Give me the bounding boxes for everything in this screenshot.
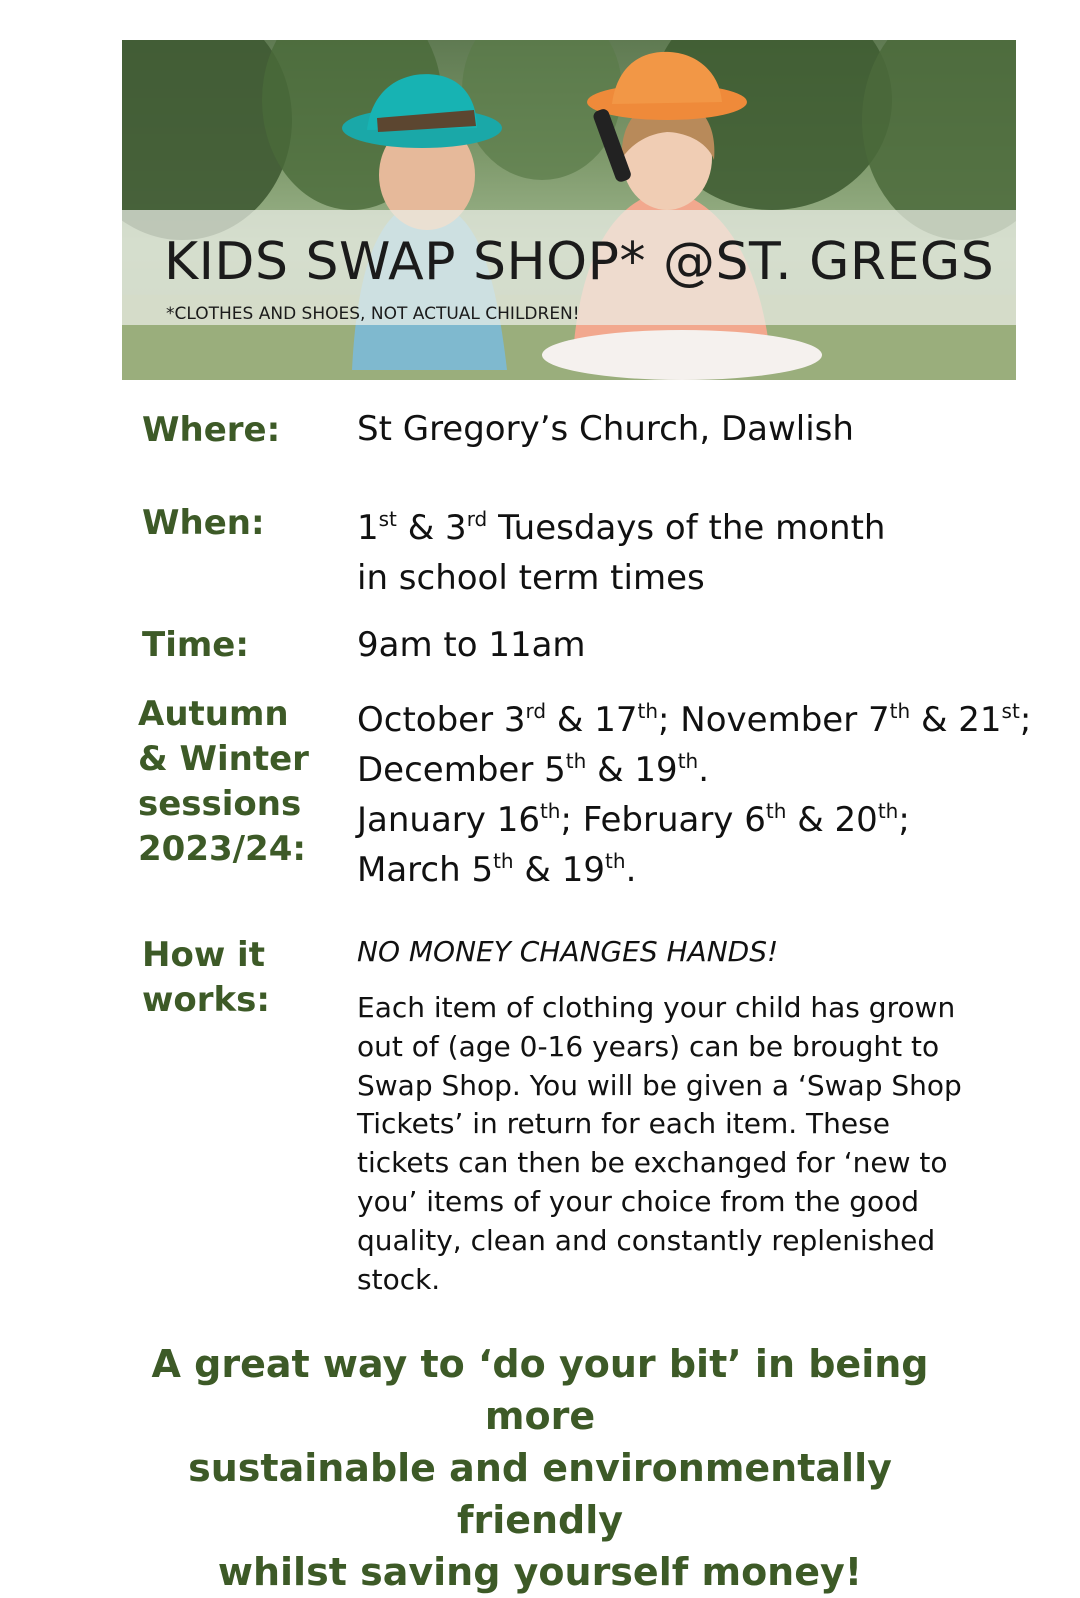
date-suffix: th bbox=[565, 749, 587, 773]
when-day-1: 1 bbox=[357, 508, 379, 548]
sessions-label-line: Autumn bbox=[138, 694, 289, 734]
date-text: March 5 bbox=[357, 850, 494, 890]
sessions-line bbox=[357, 845, 1031, 895]
when-value-line2: in school term times bbox=[357, 558, 705, 598]
how-body-line: Swap Shop. You will be given a ‘Swap Shop bbox=[357, 1068, 962, 1102]
date-text: & 17 bbox=[546, 700, 638, 740]
sessions-label-line: sessions bbox=[138, 784, 302, 824]
date-suffix: th bbox=[765, 799, 787, 823]
date-text: ; bbox=[1019, 700, 1032, 740]
banner-image bbox=[122, 40, 1016, 380]
time-value: 9am to 11am bbox=[357, 625, 586, 665]
date-text: & 19 bbox=[586, 750, 678, 790]
sessions-label-line: 2023/24: bbox=[138, 829, 306, 869]
how-body-line: tickets can then be exchanged for ‘new to bbox=[357, 1146, 948, 1180]
how-body-line: quality, clean and constantly replenished bbox=[357, 1223, 936, 1257]
date-suffix: th bbox=[889, 699, 911, 723]
date-text: . bbox=[625, 850, 637, 890]
how-body-line: out of (age 0-16 years) can be brought to bbox=[357, 1029, 940, 1063]
sessions-dates bbox=[357, 695, 1031, 895]
how-heading: NO MONEY CHANGES HANDS! bbox=[357, 935, 779, 968]
when-rest: Tuesdays of the month bbox=[487, 508, 886, 548]
date-text: ; November 7 bbox=[658, 700, 890, 740]
date-text: & 20 bbox=[786, 800, 878, 840]
date-text: ; February 6 bbox=[560, 800, 766, 840]
banner-title: KIDS SWAP SHOP* @ST. GREGS bbox=[164, 232, 995, 292]
when-day-2: 3 bbox=[445, 508, 467, 548]
sessions-label-line: & Winter bbox=[138, 739, 309, 779]
when-amp: & bbox=[396, 508, 446, 548]
when-value-line1 bbox=[357, 503, 885, 553]
how-body-line: stock. bbox=[357, 1262, 441, 1296]
date-text: December 5 bbox=[357, 750, 566, 790]
time-label: Time: bbox=[142, 625, 249, 665]
sessions-line bbox=[357, 695, 1031, 745]
how-label bbox=[142, 933, 270, 1023]
how-body-line: Tickets’ in return for each item. These bbox=[357, 1107, 890, 1141]
date-text: & 21 bbox=[910, 700, 1002, 740]
date-text: October 3 bbox=[357, 700, 526, 740]
closing-line: whilst saving yourself money! bbox=[217, 1550, 863, 1594]
date-text: . bbox=[698, 750, 710, 790]
when-label: When: bbox=[142, 503, 265, 543]
date-suffix: th bbox=[605, 849, 626, 873]
how-label-line: works: bbox=[142, 980, 270, 1020]
date-suffix: th bbox=[677, 749, 699, 773]
date-suffix: th bbox=[637, 699, 659, 723]
how-body bbox=[357, 989, 997, 1299]
when-suffix-2: rd bbox=[466, 507, 488, 531]
sessions-label bbox=[138, 692, 309, 872]
closing-message bbox=[100, 1338, 980, 1598]
banner-subtitle: *CLOTHES AND SHOES, NOT ACTUAL CHILDREN! bbox=[166, 304, 580, 324]
where-value: St Gregory’s Church, Dawlish bbox=[357, 409, 854, 449]
how-label-line: How it bbox=[142, 935, 265, 975]
closing-line: A great way to ‘do your bit’ in being more bbox=[151, 1342, 929, 1438]
how-body-line: Each item of clothing your child has grown bbox=[357, 991, 956, 1024]
sessions-line bbox=[357, 745, 1031, 795]
when-suffix-1: st bbox=[378, 507, 397, 531]
closing-line: sustainable and environmentally friendly bbox=[188, 1446, 892, 1542]
date-suffix: th bbox=[493, 849, 514, 873]
date-suffix: rd bbox=[525, 699, 547, 723]
date-text: & 19 bbox=[513, 850, 606, 890]
sessions-line bbox=[357, 795, 1031, 845]
date-suffix: th bbox=[539, 799, 561, 823]
date-suffix: st bbox=[1001, 699, 1020, 723]
date-text: ; bbox=[898, 800, 910, 840]
date-suffix: th bbox=[877, 799, 899, 823]
where-label: Where: bbox=[142, 410, 281, 450]
date-text: January 16 bbox=[357, 800, 540, 840]
how-body-line: you’ items of your choice from the good bbox=[357, 1184, 920, 1218]
